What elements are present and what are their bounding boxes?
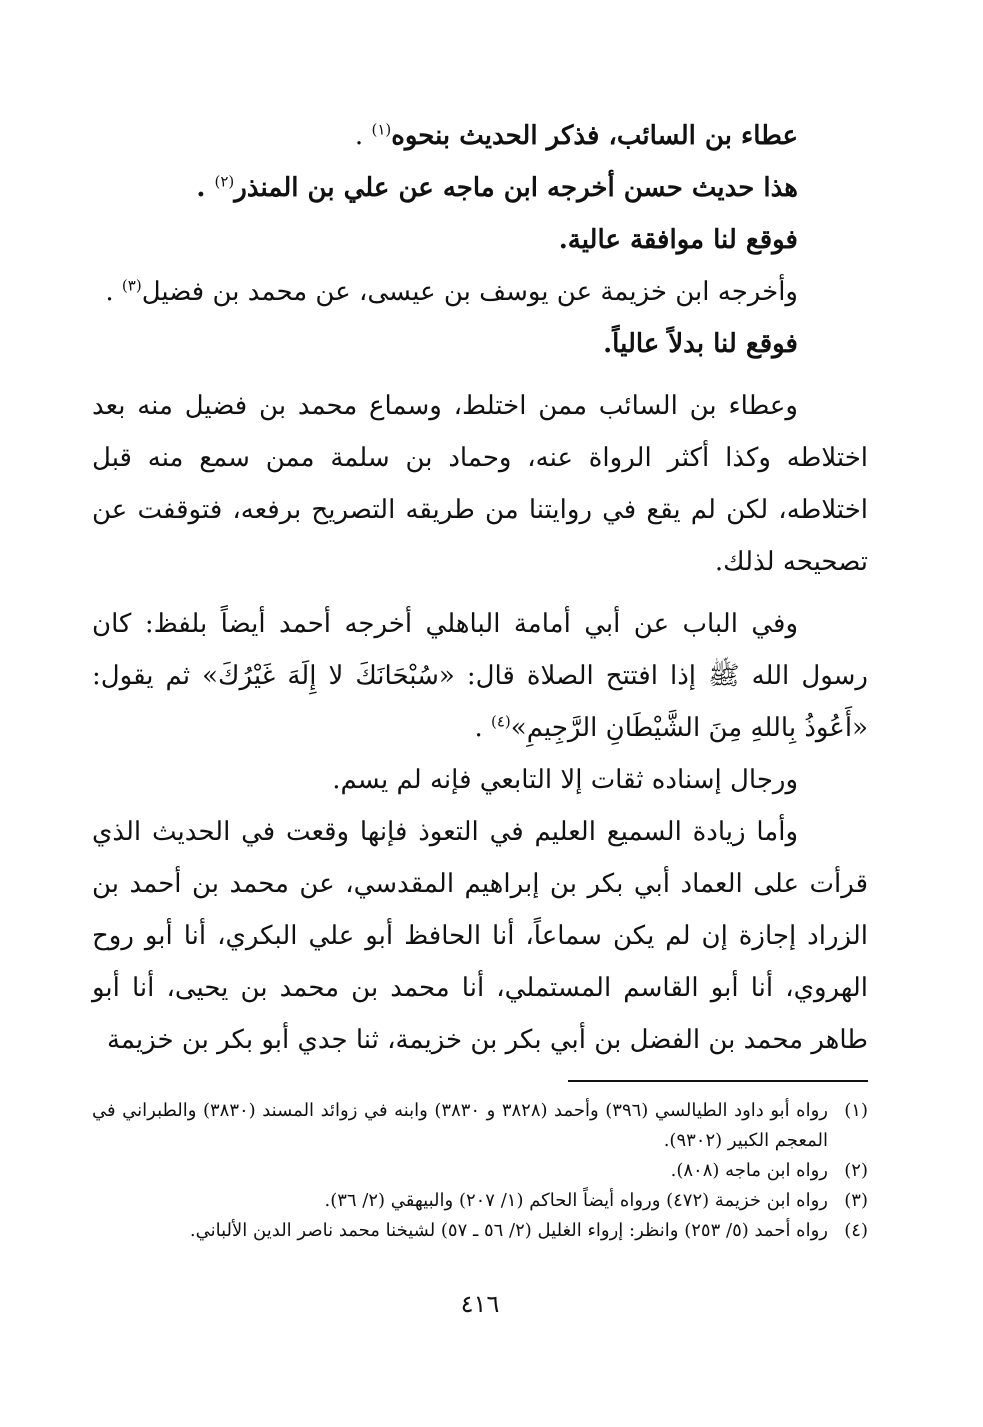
paragraph: وعطاء بن السائب ممن اختلط، وسماع محمد بن فضيل منه بعد اختلاطه وكذا أكثر الرواة عنه، وحماد بن سلمة ممن سمع منه قبل اختلاطه، لكن لم يقع في روايتنا من طريقه التصريح برفعه، فتوقفت عن تصحيحه لذلك. xyxy=(92,391,868,577)
paragraph xyxy=(92,110,868,162)
footnote-ref[interactable]: (٢) xyxy=(214,172,235,191)
paragraph: وأما زيادة السميع العليم في التعوذ فإنها وقعت في الحديث الذي قرأت على العماد أبي بكر بن إبراهيم المقدسي، عن محمد بن أحمد بن الزراد إجازة إن لم يكن سماعاً، أنا الحافظ أبو علي البكري، أنا أبو روح الهروي، أنا أبو القاسم المستملي، أنا محمد بن محمد بن يحيى، أنا أبو طاهر محمد بن الفضل بن أبي بكر بن خزيمة، ثنا جدي أبو بكر بن خزيمة xyxy=(92,817,868,1055)
paragraph: فوقع لنا بدلاً عالياً. xyxy=(603,329,798,359)
para-text: وفي الباب عن أبي أمامة الباهلي أخرجه أحمد أيضاً بلفظ: كان رسول الله ﷺ إذا افتتح الصلاة قال: «سُبْحَانَكَ لا إِلَهَ غَيْرُكَ» ثم يقول: «أَعُوذُ بِاللهِ مِنَ الشَّيْطَانِ الرَّجِيمِ» xyxy=(92,609,868,743)
para-text: هذا حديث حسن أخرجه ابن ماجه عن علي بن المنذر xyxy=(234,173,798,203)
book-page xyxy=(92,110,868,1340)
footnote-number: (١) xyxy=(844,1100,868,1121)
paragraph xyxy=(92,598,868,754)
para-text: عطاء بن السائب، فذكر الحديث بنحوه xyxy=(391,121,798,151)
footnote-ref[interactable]: (١) xyxy=(371,120,392,139)
footnote-text: رواه أحمد (٥/ ٢٥٣) وانظر: إرواء الغليل (٢/ ٥٦ ـ ٥٧) لشيخنا محمد ناصر الدين الألباني. xyxy=(189,1220,828,1241)
footnote-text: رواه أبو داود الطيالسي (٣٩٦) وأحمد (٣٨٢٨ و ٣٨٣٠) وابنه في زوائد المسند (٣٨٣٠) والطبراني في المعجم الكبير (٩٣٠٢). xyxy=(92,1100,828,1151)
footnote-item xyxy=(92,1186,868,1216)
footnote-number: (٢) xyxy=(844,1160,868,1181)
para-end: . xyxy=(474,713,483,743)
footnote-ref[interactable]: (٣) xyxy=(121,276,142,295)
para-text: وأخرجه ابن خزيمة عن يوسف بن عيسى، عن محمد بن فضيل xyxy=(141,277,798,307)
footnote-number: (٤) xyxy=(844,1220,868,1241)
footnote-ref[interactable]: (٤) xyxy=(491,712,511,731)
footnotes xyxy=(92,1096,868,1246)
paragraph: ورجال إسناده ثقات إلا التابعي فإنه لم يسم. xyxy=(332,765,798,795)
footnote-item xyxy=(92,1156,868,1186)
footnote-text: رواه ابن خزيمة (٤٧٢) ورواه أيضاً الحاكم (١/ ٢٠٧) والبيهقي (٢/ ٣٦). xyxy=(324,1190,828,1211)
footnote-item xyxy=(92,1216,868,1246)
para-end: . xyxy=(196,173,206,203)
footnote-number: (٣) xyxy=(844,1190,868,1211)
footnote-text: رواه ابن ماجه (٨٠٨). xyxy=(670,1160,828,1181)
page-number: ٤١٦ xyxy=(460,1290,500,1318)
footnote-item xyxy=(92,1096,868,1156)
para-end: . xyxy=(105,277,114,307)
paragraph: فوقع لنا موافقة عالية. xyxy=(558,225,798,255)
paragraph xyxy=(92,162,868,214)
footnote-divider xyxy=(568,1080,868,1082)
para-end: . xyxy=(354,121,364,151)
paragraph xyxy=(92,266,868,318)
main-text xyxy=(92,110,868,1066)
